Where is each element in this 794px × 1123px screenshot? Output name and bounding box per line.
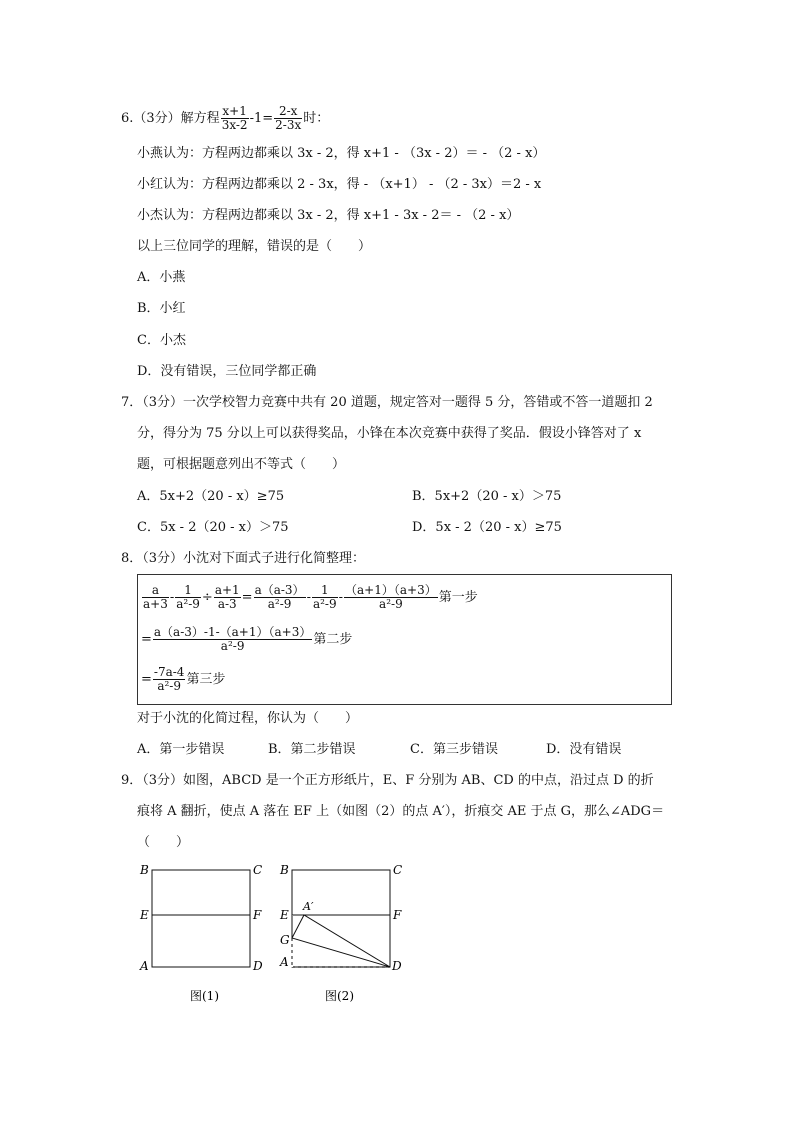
fig2-label-a: A [280, 955, 289, 969]
fig1-caption: 图(1) [190, 989, 219, 1003]
fig1-label-b: B [140, 863, 149, 877]
q6-fraction-2: $\frac{2-x}{2-3x}$ [275, 104, 302, 132]
q6-line-xiaojie: 小杰认为：方程两边都乘以 3x - 2，得 x+1 - 3x - 2＝ - （2 - x） [137, 208, 520, 223]
q8-option-c[interactable]: C．第三步错误 [410, 742, 498, 757]
q7-stem-line-2: 分，得分为 75 分以上可以获得奖品，小锋在本次竞赛中获得了奖品．假设小锋答对了 x [137, 426, 642, 441]
fig1-label-f: F [253, 908, 262, 922]
q7-option-b[interactable]: B．5x+2（20 - x）＞75 [412, 489, 562, 504]
q8-row-2: = $\frac{a(a-3)-1-(a+1)(a+3)}{\text{a²-9}}$ 第二步 [141, 625, 353, 653]
q6-option-a[interactable]: A．小燕 [137, 270, 186, 285]
fig1-label-e: E [140, 908, 149, 922]
q6-line-xiaohong: 小红认为：方程两边都乘以 2 - 3x，得 - （x+1） - （2 - 3x）＝2 - x [137, 177, 542, 192]
q9-stem-line-2: 痕将 A 翻折，使点 A 落在 EF 上（如图（2）的点 A′），折痕交 AE 于点 G，那么∠ADG＝ [137, 804, 665, 819]
q6-option-b[interactable]: B．小红 [137, 301, 186, 316]
q7-stem-line-1: 7．（3分）一次学校智力竞赛中共有 20 道题，规定答对一题得 5 分，答错或不答一道题扣 2 [121, 395, 653, 410]
q8-option-d[interactable]: D．没有错误 [546, 742, 622, 757]
q7-option-a[interactable]: A．5x+2（20 - x）≥75 [137, 489, 285, 504]
q6-stem [121, 105, 329, 132]
fig2-label-d: D [392, 959, 402, 973]
q6-fraction-1: $\frac{x+1}{3x-2}$ [221, 104, 248, 132]
q6-line-xiaoyan: 小燕认为：方程两边都乘以 3x - 2，得 x+1 - （3x - 2）＝ - （2 - x） [137, 146, 546, 161]
q6-prefix: 6.（3分）解方程 [121, 111, 220, 126]
fig2-label-b: B [280, 863, 289, 877]
fig2-label-e: E [280, 908, 289, 922]
q8-option-a[interactable]: A．第一步错误 [137, 742, 225, 757]
q8-row-1: $\frac{a}{a+3}$ - $\frac{1}{\text{a²-9}}$ ÷ $\frac{a+1}{a-3}$ = $\frac{a(a-3)}{\text{a²-9}}$ - $\frac{1}{\text{a²-9}}$ - $\frac{(a+1)(a+3)}{\text{a²-9}}$ 第一步 [143, 583, 478, 611]
q6-question: 以上三位同学的理解，错误的是（ ） [137, 239, 372, 254]
fig2-label-f: F [393, 908, 402, 922]
q9-stem-line-3: （ ） [137, 835, 190, 850]
q9-figure-1 [135, 858, 275, 1008]
fig2-folded-triangle [292, 915, 390, 967]
q7-option-c[interactable]: C．5x - 2（20 - x）＞75 [137, 520, 289, 535]
fig2-label-a-prime: A′ [303, 900, 314, 913]
fig1-label-c: C [253, 863, 263, 877]
fig2-label-c: C [393, 863, 403, 877]
q6-option-d[interactable]: D．没有错误，三位同学都正确 [137, 364, 317, 379]
fig1-label-d: D [253, 959, 263, 973]
q9-figure-2 [275, 858, 415, 1008]
q6-option-c[interactable]: C．小杰 [137, 333, 186, 348]
q8-step-1-label: 第一步 [438, 590, 478, 605]
q6-suffix: 时： [303, 111, 330, 126]
fig2-caption: 图(2) [325, 989, 354, 1003]
q9-stem-line-1: 9．（3分）如图，ABCD 是一个正方形纸片，E、F 分别为 AB、CD 的中点，沿过点 D 的折 [121, 773, 654, 788]
fig1-square [152, 870, 250, 967]
fig2-label-g: G [280, 933, 290, 947]
q8-step-2-label: 第二步 [313, 632, 353, 647]
q8-row-3: = $\frac{-7a-4}{\text{a²-9}}$ 第三步 [141, 665, 226, 693]
fig1-label-a: A [140, 959, 149, 973]
q8-option-b[interactable]: B．第二步错误 [268, 742, 356, 757]
q8-stem: 8．（3分）小沈对下面式子进行化简整理： [121, 551, 366, 566]
q7-stem-line-3: 题，可根据题意列出不等式（ ） [137, 457, 346, 472]
q7-option-d[interactable]: D．5x - 2（20 - x）≥75 [412, 520, 562, 535]
q8-question: 对于小沈的化简过程，你认为（ ） [137, 711, 359, 726]
q8-step-3-label: 第三步 [186, 672, 226, 687]
q6-mid: -1= [249, 111, 274, 126]
